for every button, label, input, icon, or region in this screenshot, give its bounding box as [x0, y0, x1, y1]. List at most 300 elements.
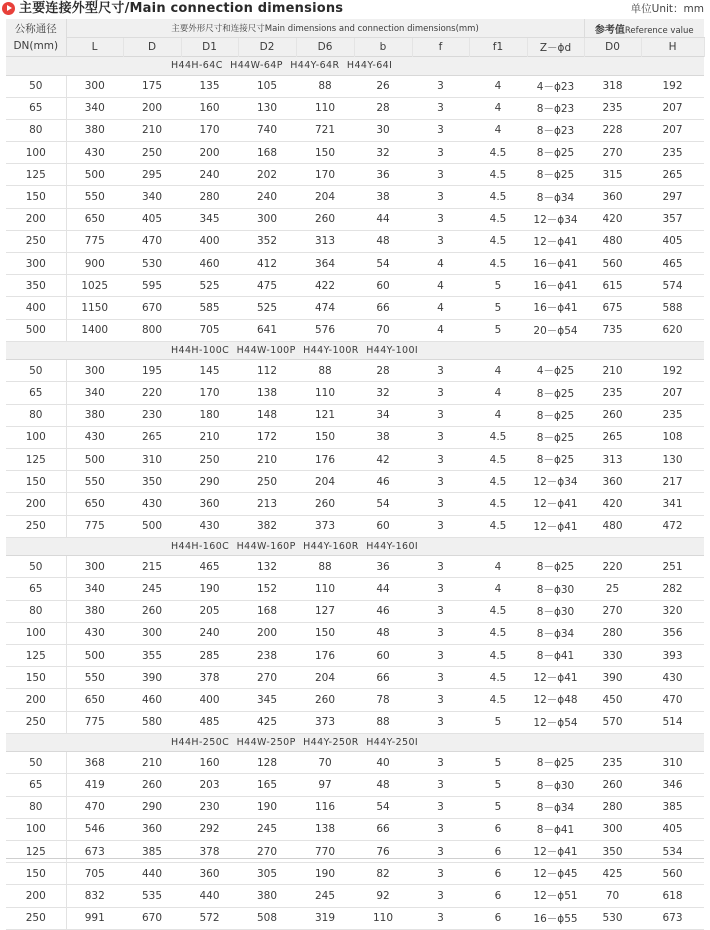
table-row — [6, 907, 704, 929]
dn-cell: 80 — [6, 404, 66, 426]
table-row — [6, 75, 704, 97]
table-cell: 770 — [296, 841, 354, 863]
table-cell: 8－ϕ25 — [527, 142, 584, 164]
table-cell: 470 — [641, 689, 704, 711]
table-cell: 705 — [181, 319, 238, 341]
dn-cell: 50 — [6, 360, 66, 382]
table-cell: 3 — [412, 841, 469, 863]
table-cell: 12－ϕ41 — [527, 515, 584, 537]
table-cell: 6 — [469, 907, 527, 929]
table-cell: 378 — [181, 667, 238, 689]
table-cell: 190 — [238, 796, 296, 818]
table-cell: 5 — [469, 774, 527, 796]
dn-cell: 65 — [6, 97, 66, 119]
table-cell: 12－ϕ45 — [527, 863, 584, 885]
table-cell: 650 — [66, 689, 123, 711]
table-cell: 4.5 — [469, 645, 527, 667]
table-cell: 8－ϕ41 — [527, 818, 584, 840]
table-cell: 8－ϕ23 — [527, 119, 584, 141]
table-cell: 210 — [181, 426, 238, 448]
table-cell: 130 — [238, 97, 296, 119]
table-cell: 116 — [296, 796, 354, 818]
table-cell: 595 — [123, 275, 181, 297]
table-cell: 260 — [123, 600, 181, 622]
table-cell: 430 — [123, 493, 181, 515]
table-cell: 245 — [238, 818, 296, 840]
table-cell: 297 — [641, 186, 704, 208]
table-cell: 210 — [584, 360, 641, 382]
dn-cell: 125 — [6, 449, 66, 471]
reference-value-en: Reference value — [624, 25, 694, 36]
table-cell: 4－ϕ25 — [527, 360, 584, 382]
table-cell: 705 — [66, 863, 123, 885]
table-cell: 345 — [181, 208, 238, 230]
table-cell: 318 — [584, 75, 641, 97]
dn-cell: 65 — [6, 774, 66, 796]
table-cell: 500 — [66, 449, 123, 471]
table-cell: 550 — [66, 471, 123, 493]
table-row — [6, 164, 704, 186]
table-cell: 105 — [238, 75, 296, 97]
table-cell: 108 — [641, 426, 704, 448]
table-cell: 8－ϕ30 — [527, 774, 584, 796]
table-cell: 28 — [354, 360, 412, 382]
dn-cell: 125 — [6, 164, 66, 186]
dn-cell: 200 — [6, 689, 66, 711]
model-designations: H44H-160C H44W-160P H44Y-160R H44Y-160I — [6, 537, 704, 556]
table-cell: 4.5 — [469, 164, 527, 186]
table-cell: 28 — [354, 97, 412, 119]
table-cell: 190 — [296, 863, 354, 885]
dn-cell: 80 — [6, 600, 66, 622]
table-cell: 250 — [181, 449, 238, 471]
table-cell: 8－ϕ25 — [527, 164, 584, 186]
table-cell: 991 — [66, 907, 123, 929]
table-cell: 66 — [354, 667, 412, 689]
table-cell: 4 — [469, 75, 527, 97]
table-cell: 470 — [123, 230, 181, 252]
table-bottom-divider — [6, 858, 704, 859]
table-cell: 430 — [66, 426, 123, 448]
table-cell: 54 — [354, 796, 412, 818]
table-cell: 3 — [412, 885, 469, 907]
table-cell: 4.5 — [469, 186, 527, 208]
column-header: D6 — [296, 38, 354, 57]
column-header: f — [412, 38, 469, 57]
table-cell: 615 — [584, 275, 641, 297]
table-cell: 76 — [354, 841, 412, 863]
table-cell: 3 — [412, 186, 469, 208]
table-cell: 12－ϕ51 — [527, 885, 584, 907]
dn-cell: 65 — [6, 382, 66, 404]
table-cell: 775 — [66, 711, 123, 733]
table-cell: 3 — [412, 426, 469, 448]
table-cell: 485 — [181, 711, 238, 733]
table-cell: 60 — [354, 645, 412, 667]
table-cell: 4 — [412, 319, 469, 341]
table-cell: 4.5 — [469, 689, 527, 711]
dn-cell: 200 — [6, 885, 66, 907]
table-cell: 280 — [584, 796, 641, 818]
table-cell: 260 — [584, 404, 641, 426]
table-cell: 6 — [469, 818, 527, 840]
table-cell: 300 — [66, 556, 123, 578]
table-cell: 400 — [181, 230, 238, 252]
table-cell: 30 — [354, 119, 412, 141]
table-row — [6, 208, 704, 230]
table-body — [6, 57, 704, 930]
table-cell: 235 — [584, 752, 641, 774]
table-cell: 8－ϕ30 — [527, 600, 584, 622]
page-title: 主要连接外型尺寸/Main connection dimensions — [19, 1, 344, 16]
table-row — [6, 186, 704, 208]
table-cell: 168 — [238, 600, 296, 622]
table-cell: 465 — [641, 253, 704, 275]
table-cell: 300 — [66, 75, 123, 97]
table-cell: 228 — [584, 119, 641, 141]
table-cell: 385 — [641, 796, 704, 818]
table-cell: 300 — [584, 818, 641, 840]
table-cell: 213 — [238, 493, 296, 515]
table-cell: 3 — [412, 164, 469, 186]
table-cell: 192 — [641, 360, 704, 382]
table-cell: 88 — [354, 711, 412, 733]
table-cell: 412 — [238, 253, 296, 275]
table-cell: 4 — [412, 275, 469, 297]
table-row — [6, 774, 704, 796]
table-cell: 346 — [641, 774, 704, 796]
reference-value-header — [584, 19, 704, 38]
table-cell: 48 — [354, 774, 412, 796]
table-cell: 4 — [469, 556, 527, 578]
table-cell: 735 — [584, 319, 641, 341]
table-cell: 145 — [181, 360, 238, 382]
table-row — [6, 578, 704, 600]
table-cell: 32 — [354, 142, 412, 164]
table-cell: 235 — [641, 404, 704, 426]
dimensions-table — [6, 19, 705, 930]
table-cell: 670 — [123, 907, 181, 929]
table-cell: 775 — [66, 230, 123, 252]
table-cell: 450 — [584, 689, 641, 711]
table-cell: 330 — [584, 645, 641, 667]
table-cell: 5 — [469, 297, 527, 319]
table-cell: 475 — [238, 275, 296, 297]
table-row — [6, 515, 704, 537]
table-cell: 170 — [296, 164, 354, 186]
dn-cell: 400 — [6, 297, 66, 319]
table-cell: 132 — [238, 556, 296, 578]
column-header: D2 — [238, 38, 296, 57]
table-cell: 4.5 — [469, 449, 527, 471]
dn-cell: 250 — [6, 515, 66, 537]
table-cell: 5 — [469, 711, 527, 733]
table-cell: 110 — [354, 907, 412, 929]
table-cell: 3 — [412, 97, 469, 119]
table-cell: 251 — [641, 556, 704, 578]
table-cell: 78 — [354, 689, 412, 711]
table-cell: 350 — [584, 841, 641, 863]
dn-cell: 100 — [6, 426, 66, 448]
table-cell: 3 — [412, 796, 469, 818]
table-cell: 32 — [354, 382, 412, 404]
table-cell: 419 — [66, 774, 123, 796]
table-cell: 204 — [296, 186, 354, 208]
table-cell: 60 — [354, 515, 412, 537]
table-cell: 92 — [354, 885, 412, 907]
table-row — [6, 796, 704, 818]
table-cell: 500 — [66, 164, 123, 186]
table-cell: 560 — [584, 253, 641, 275]
dn-cell: 150 — [6, 667, 66, 689]
table-cell: 1400 — [66, 319, 123, 341]
table-cell: 440 — [123, 863, 181, 885]
table-cell: 5 — [469, 319, 527, 341]
table-cell: 130 — [641, 449, 704, 471]
table-row — [6, 253, 704, 275]
table-cell: 230 — [123, 404, 181, 426]
table-cell: 673 — [641, 907, 704, 929]
table-cell: 205 — [181, 600, 238, 622]
table-cell: 260 — [296, 689, 354, 711]
table-cell: 270 — [584, 600, 641, 622]
table-cell: 3 — [412, 600, 469, 622]
table-cell: 88 — [296, 360, 354, 382]
table-cell: 250 — [238, 471, 296, 493]
table-cell: 42 — [354, 449, 412, 471]
table-cell: 245 — [123, 578, 181, 600]
dn-label: 公称通径 — [14, 22, 57, 35]
table-cell: 356 — [641, 622, 704, 644]
table-cell: 175 — [123, 75, 181, 97]
table-cell: 4 — [469, 382, 527, 404]
table-cell: 203 — [181, 774, 238, 796]
table-cell: 8－ϕ25 — [527, 556, 584, 578]
table-cell: 378 — [181, 841, 238, 863]
table-cell: 8－ϕ25 — [527, 382, 584, 404]
table-cell: 150 — [296, 622, 354, 644]
model-designations: H44H-64C H44W-64P H44Y-64R H44Y-64I — [6, 57, 704, 76]
table-cell: 420 — [584, 493, 641, 515]
table-cell: 4.5 — [469, 208, 527, 230]
table-cell: 310 — [641, 752, 704, 774]
table-cell: 380 — [66, 404, 123, 426]
table-cell: 16－ϕ55 — [527, 907, 584, 929]
table-cell: 340 — [66, 382, 123, 404]
table-row — [6, 752, 704, 774]
table-cell: 775 — [66, 515, 123, 537]
table-cell: 170 — [181, 382, 238, 404]
table-cell: 3 — [412, 907, 469, 929]
table-cell: 673 — [66, 841, 123, 863]
table-cell: 150 — [296, 426, 354, 448]
table-cell: 152 — [238, 578, 296, 600]
table-cell: 8－ϕ25 — [527, 404, 584, 426]
table-cell: 525 — [181, 275, 238, 297]
table-cell: 200 — [181, 142, 238, 164]
table-cell: 340 — [123, 186, 181, 208]
table-cell: 4.5 — [469, 471, 527, 493]
table-cell: 319 — [296, 907, 354, 929]
table-cell: 3 — [412, 382, 469, 404]
table-cell: 235 — [584, 382, 641, 404]
table-cell: 3 — [412, 230, 469, 252]
table-cell: 150 — [296, 142, 354, 164]
table-cell: 176 — [296, 449, 354, 471]
table-cell: 3 — [412, 774, 469, 796]
table-cell: 341 — [641, 493, 704, 515]
table-cell: 4 — [412, 253, 469, 275]
table-cell: 355 — [123, 645, 181, 667]
table-cell: 300 — [123, 622, 181, 644]
table-cell: 390 — [123, 667, 181, 689]
table-cell: 721 — [296, 119, 354, 141]
table-cell: 16－ϕ41 — [527, 297, 584, 319]
table-cell: 38 — [354, 186, 412, 208]
table-cell: 550 — [66, 186, 123, 208]
table-cell: 832 — [66, 885, 123, 907]
table-cell: 390 — [584, 667, 641, 689]
table-cell: 6 — [469, 841, 527, 863]
table-cell: 46 — [354, 600, 412, 622]
table-cell: 641 — [238, 319, 296, 341]
table-cell: 8－ϕ34 — [527, 186, 584, 208]
table-cell: 360 — [181, 493, 238, 515]
table-cell: 350 — [123, 471, 181, 493]
table-cell: 20－ϕ54 — [527, 319, 584, 341]
dn-cell: 100 — [6, 622, 66, 644]
table-cell: 3 — [412, 645, 469, 667]
table-cell: 250 — [123, 142, 181, 164]
dn-cell: 500 — [6, 319, 66, 341]
dn-cell: 100 — [6, 142, 66, 164]
table-cell: 195 — [123, 360, 181, 382]
table-cell: 112 — [238, 360, 296, 382]
table-cell: 400 — [181, 689, 238, 711]
table-cell: 4.5 — [469, 515, 527, 537]
table-row — [6, 297, 704, 319]
table-cell: 320 — [641, 600, 704, 622]
table-row — [6, 818, 704, 840]
table-cell: 572 — [181, 907, 238, 929]
table-cell: 360 — [584, 471, 641, 493]
header-row-columns — [6, 38, 704, 57]
table-cell: 44 — [354, 208, 412, 230]
header-row-group — [6, 19, 704, 38]
table-cell: 88 — [296, 75, 354, 97]
table-cell: 422 — [296, 275, 354, 297]
table-cell: 440 — [181, 885, 238, 907]
table-cell: 360 — [181, 863, 238, 885]
dn-cell: 50 — [6, 556, 66, 578]
table-cell: 235 — [641, 142, 704, 164]
table-cell: 210 — [238, 449, 296, 471]
table-cell: 128 — [238, 752, 296, 774]
table-cell: 8－ϕ30 — [527, 578, 584, 600]
table-cell: 420 — [584, 208, 641, 230]
table-cell: 165 — [238, 774, 296, 796]
table-cell: 260 — [296, 208, 354, 230]
table-cell: 202 — [238, 164, 296, 186]
dn-cell: 125 — [6, 645, 66, 667]
table-cell: 176 — [296, 645, 354, 667]
table-cell: 240 — [181, 164, 238, 186]
table-cell: 12－ϕ34 — [527, 471, 584, 493]
table-row — [6, 622, 704, 644]
table-cell: 650 — [66, 208, 123, 230]
column-header: L — [66, 38, 123, 57]
table-cell: 12－ϕ41 — [527, 667, 584, 689]
table-cell: 373 — [296, 515, 354, 537]
table-cell: 238 — [238, 645, 296, 667]
table-cell: 220 — [584, 556, 641, 578]
table-cell: 4 — [469, 119, 527, 141]
dn-cell: 300 — [6, 253, 66, 275]
table-cell: 170 — [181, 119, 238, 141]
table-cell: 70 — [354, 319, 412, 341]
table-cell: 360 — [123, 818, 181, 840]
table-cell: 382 — [238, 515, 296, 537]
dn-cell: 250 — [6, 711, 66, 733]
table-cell: 265 — [123, 426, 181, 448]
table-cell: 138 — [238, 382, 296, 404]
table-cell: 4.5 — [469, 230, 527, 252]
table-cell: 8－ϕ23 — [527, 97, 584, 119]
table-cell: 270 — [238, 841, 296, 863]
table-cell: 574 — [641, 275, 704, 297]
table-cell: 357 — [641, 208, 704, 230]
table-cell: 8－ϕ34 — [527, 796, 584, 818]
table-cell: 588 — [641, 297, 704, 319]
table-cell: 3 — [412, 208, 469, 230]
table-cell: 300 — [66, 360, 123, 382]
table-cell: 618 — [641, 885, 704, 907]
play-triangle-icon — [2, 2, 15, 15]
table-cell: 12－ϕ41 — [527, 841, 584, 863]
table-cell: 8－ϕ25 — [527, 449, 584, 471]
table-cell: 4.5 — [469, 493, 527, 515]
table-cell: 570 — [584, 711, 641, 733]
table-cell: 295 — [123, 164, 181, 186]
table-row — [6, 471, 704, 493]
table-cell: 3 — [412, 449, 469, 471]
table-cell: 210 — [123, 119, 181, 141]
table-cell: 675 — [584, 297, 641, 319]
table-cell: 204 — [296, 667, 354, 689]
table-cell: 127 — [296, 600, 354, 622]
table-cell: 4.5 — [469, 667, 527, 689]
table-cell: 480 — [584, 230, 641, 252]
table-cell: 240 — [181, 622, 238, 644]
table-cell: 580 — [123, 711, 181, 733]
reference-value-cn: 参考值 — [594, 24, 625, 36]
table-row — [6, 600, 704, 622]
table-cell: 82 — [354, 863, 412, 885]
table-cell: 16－ϕ41 — [527, 275, 584, 297]
table-cell: 740 — [238, 119, 296, 141]
table-cell: 380 — [66, 119, 123, 141]
table-cell: 88 — [296, 556, 354, 578]
table-cell: 148 — [238, 404, 296, 426]
table-cell: 97 — [296, 774, 354, 796]
table-cell: 12－ϕ41 — [527, 230, 584, 252]
table-cell: 290 — [181, 471, 238, 493]
table-cell: 368 — [66, 752, 123, 774]
dn-unit: DN(mm) — [13, 39, 59, 52]
table-cell: 66 — [354, 297, 412, 319]
dn-cell: 50 — [6, 75, 66, 97]
table-cell: 1025 — [66, 275, 123, 297]
